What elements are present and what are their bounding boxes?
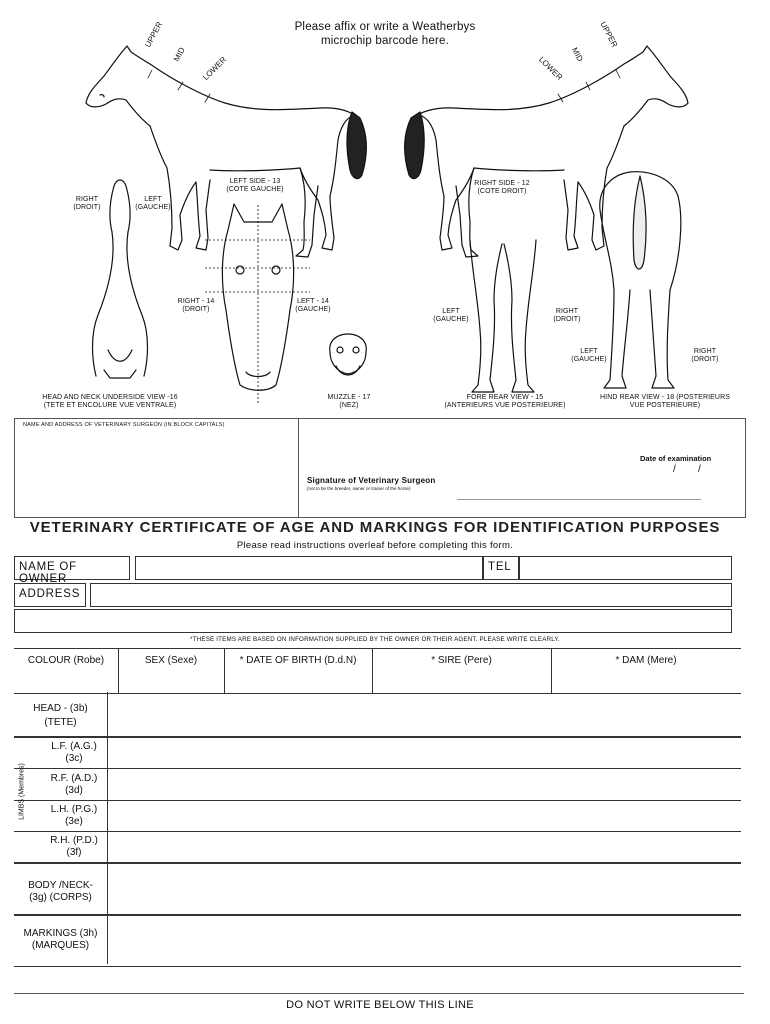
rf-markings-field[interactable] [109,770,739,799]
markings-table [14,692,741,967]
fore-rear-legs-outline [470,240,536,392]
left-side-view-label: LEFT SIDE - 13 (COTE GAUCHE) [226,178,284,193]
tel-field[interactable] [519,556,732,580]
row-rf-label: R.F. (A.D.) (3d) [50,773,98,796]
owner-name-label: NAME OF OWNER [19,561,77,585]
row-lh-label: L.H. (P.G.) (3e) [50,804,98,827]
owner-info-note: *THESE ITEMS ARE BASED ON INFORMATION SUPPLIED BY THE OWNER OR THEIR AGENT. PLEASE WRITE CLEARLY. [190,636,560,643]
certificate-instructions: Please read instructions overleaf before completing this form. [236,540,514,551]
date-separators[interactable]: / / [673,464,701,475]
fore-right-label: RIGHT (DROIT) [553,308,581,323]
right-side-view-label: RIGHT SIDE - 12 (COTE DROIT) [474,180,530,195]
sex-header: SEX (Sexe) [144,655,198,666]
signature-line[interactable] [457,499,701,500]
head-neck-underside-view-label: HEAD AND NECK UNDERSIDE VIEW -16 (TETE ET ENCOLURE VUE VENTRALE) [42,394,178,409]
hind-right-label: RIGHT (DROIT) [691,348,719,363]
neck-lower-label-left: LOWER [201,54,229,83]
neck-upper-label-left: UPPER [143,20,165,49]
row-head-label: HEAD - (3b) (TETE) [33,703,88,728]
fore-rear-view-label: FORE REAR VIEW - 15 (ANTERIEURS VUE POSTERIEURE) [444,394,566,409]
address-field-line2[interactable] [14,609,732,633]
hind-left-label: LEFT (GAUCHE) [571,348,607,363]
colour-field[interactable] [14,667,118,691]
address-label: ADDRESS [19,588,81,600]
horse-diagrams [0,0,770,415]
lf-markings-field[interactable] [109,738,739,767]
dob-header: * DATE OF BIRTH (D.d.N) [239,655,357,666]
dam-header: * DAM (Mere) [615,655,677,666]
row-body-neck-label: BODY /NECK- (3g) (CORPS) [28,880,93,903]
head-markings-field[interactable] [109,693,739,735]
neck-mid-label-left: MID [171,45,187,64]
vet-box-divider [298,419,299,517]
vet-details-box [14,418,746,518]
face-right-label: RIGHT - 14 (DROIT) [177,298,215,313]
footer-divider [14,993,744,994]
address-field-line1[interactable] [90,583,732,607]
face-left-label: LEFT - 14 (GAUCHE) [295,298,331,313]
tel-label: TEL [488,561,512,573]
rh-markings-field[interactable] [109,833,739,861]
body-neck-markings-field[interactable] [109,864,739,913]
lh-markings-field[interactable] [109,802,739,830]
muzzle-outline [330,334,367,375]
owner-name-label-box [14,556,130,585]
neck-lower-label-right: LOWER [537,54,565,83]
fore-left-label: LEFT (GAUCHE) [433,308,469,323]
sire-header: * SIRE (Pere) [431,655,492,666]
signature-label: Signature of Veterinary Surgeon [307,476,436,485]
row-markings-label: MARKINGS (3h) (MARQUES) [23,928,98,951]
sex-field[interactable] [119,667,223,691]
details-table [14,648,741,694]
signature-note: (not to be the breeder, owner or trainer of the horse) [307,486,411,491]
neck-left-label: LEFT (GAUCHE) [135,196,171,211]
microchip-instruction-line2: microchip barcode here. [321,35,449,47]
neck-upper-label-right: UPPER [598,20,620,49]
dam-field[interactable] [552,667,740,691]
neck-mid-label-right: MID [569,45,585,64]
microchip-instruction-line1: Please affix or write a Weatherbys [294,21,476,33]
address-label-box [14,583,86,607]
colour-header: COLOUR (Robe) [27,655,105,666]
general-markings-field[interactable] [109,916,739,962]
row-lf-label: L.F. (A.G.) (3c) [51,741,97,764]
certificate-title: VETERINARY CERTIFICATE OF AGE AND MARKINGS FOR IDENTIFICATION PURPOSES [29,519,721,536]
dob-field[interactable] [225,667,371,691]
neck-right-label: RIGHT (DROIT) [73,196,101,211]
vet-name-address-area[interactable] [15,419,298,517]
row-rh-label: R.H. (P.D.) (3f) [50,835,98,858]
owner-name-field[interactable] [135,556,483,580]
limbs-label: LIMBS (Membres) [18,763,26,820]
markings-table-divider [107,692,108,964]
muzzle-view-label: MUZZLE - 17 (NEZ) [327,394,371,409]
footer-notice: DO NOT WRITE BELOW THIS LINE [286,999,474,1011]
tel-label-box [483,556,519,580]
vet-name-address-label: NAME AND ADDRESS OF VETERINARY SURGEON (IN BLOCK CAPITALS) [23,422,225,428]
date-of-examination-label: Date of examination [640,454,712,463]
horse-left-side-outline [86,46,366,257]
hind-rear-view-label: HIND REAR VIEW - 18 (POSTERIEURS VUE POSTERIEURE) [600,394,730,409]
sire-field[interactable] [373,667,550,691]
